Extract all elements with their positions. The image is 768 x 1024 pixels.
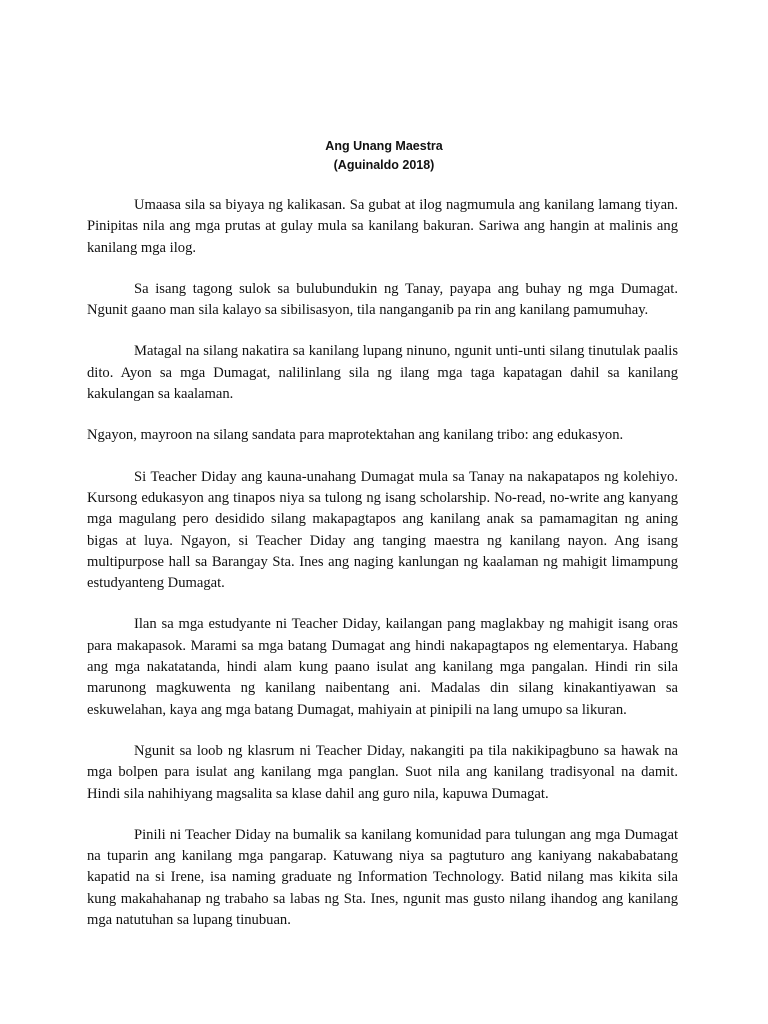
- document-heading: [0, 137, 768, 175]
- document-title: Ang Unang Maestra: [325, 139, 443, 153]
- paragraph-5: Si Teacher Diday ang kauna-unahang Dumagat mula sa Tanay na nakapatapos ng kolehiyo. Kursong edukasyon ang tinapos niya sa tulong ng isang scholarship. No-read, no-write ang kanyang mga magulang pero desidido silang makapagtapos ang kanilang anak sa pamamagitan ng aning bigas at luya. Ngayon, si Teacher Diday ang tanging maestra ng kanilang nayon. Ang isang multipurpose hall sa Barangay Sta. Ines ang naging kanlungan ng kaalaman ng mahigit limampung estudyanteng Dumagat.: [87, 468, 678, 592]
- document-subtitle: (Aguinaldo 2018): [333, 158, 435, 172]
- paragraph-6: Ilan sa mga estudyante ni Teacher Diday, kailangan pang maglakbay ng mahigit isang oras para makapasok. Marami sa mga batang Dumagat ang hindi nakapagtapos ng elementarya. Habang ang mga nakatatanda, hindi alam kung paano isulat ang kanilang mga pangalan. Hindi rin sila marunong magkuwenta ng kanilang naibentang ani. Madalas din silang kinakantiyawan sa eskuwelahan, kaya ang mga batang Dumagat, mahiyain at pinipili na lang umupo sa likuran.: [87, 616, 678, 718]
- paragraph-4: Ngayon, mayroon na silang sandata para maprotektahan ang kanilang tribo: ang edukasyon.: [87, 427, 624, 444]
- paragraph-8: Pinili ni Teacher Diday na bumalik sa kanilang komunidad para tulungan ang mga Dumagat na tuparin ang kanilang mga pangarap. Katuwang niya sa pagtuturo ang kaniyang nakababatang kapatid na si Irene, isa naming graduate ng Information Technology. Batid nilang mas kikita sila kung makahahanap ng trabaho sa labas ng Sta. Ines, ngunit mas gusto nilang ihandog ang kanilang mga natutuhan sa lupang tinubuan.: [87, 826, 678, 929]
- paragraph-2: Sa isang tagong sulok sa bulubundukin ng Tanay, payapa ang buhay ng mga Dumagat. Ngunit gaano man sila kalayo sa sibilisasyon, tila nanganganib pa rin ang kanilang pamumuhay.: [87, 280, 678, 319]
- document-body: [87, 195, 678, 951]
- paragraph-7: Ngunit sa loob ng klasrum ni Teacher Diday, nakangiti pa tila nakikipagbuno sa hawak na mga bolpen para isulat ang kanilang mga panglan. Suot nila ang kanilang tradisyonal na damit. Hindi sila nahihiyang magsalita sa klase dahil ang guro nila, kapuwa Dumagat.: [87, 742, 678, 802]
- paragraph-3: Matagal na silang nakatira sa kanilang lupang ninuno, ngunit unti-unti silang tinutulak paalis dito. Ayon sa mga Dumagat, nalilinlang sila ng ilang mga taga kapatagan dahil sa kanilang kakulangan sa kaalaman.: [87, 343, 678, 403]
- paragraph-1: Umaasa sila sa biyaya ng kalikasan. Sa gubat at ilog nagmumula ang kanilang lamang tiyan. Pinipitas nila ang mga prutas at gulay mula sa kanilang bakuran. Sariwa ang hangin at malinis ang kanilang mga ilog.: [87, 197, 678, 256]
